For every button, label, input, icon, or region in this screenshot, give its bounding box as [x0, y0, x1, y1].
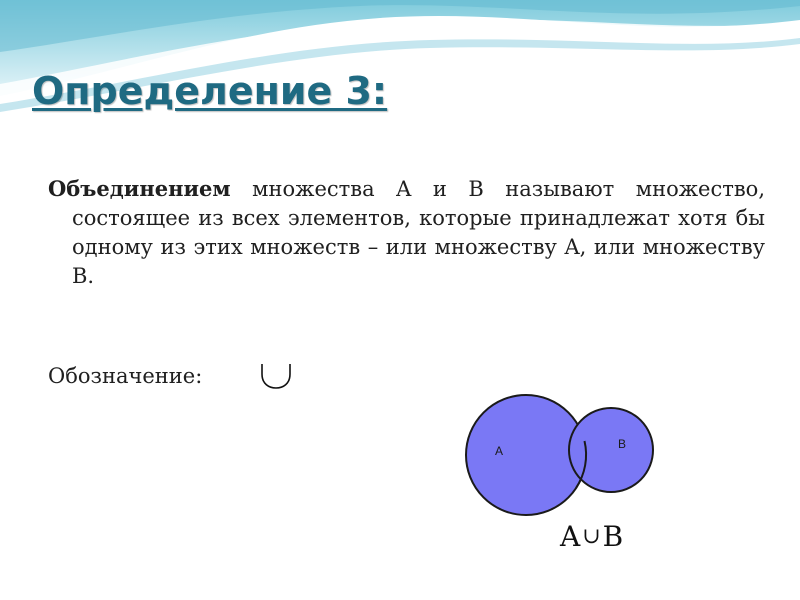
definition-body: множества A и B называют множество, состоящее из всех элементов, которые принадлежат хотя бы одному из этих множеств – или множеству A, или множеству B.	[72, 177, 765, 288]
set-b-label: B	[618, 437, 627, 451]
formula-left: A	[560, 520, 581, 553]
slide-title: Определение 3:	[32, 69, 388, 113]
notation-label: Обозначение:	[48, 364, 203, 388]
set-a-circle	[466, 395, 586, 515]
definition-term: Объединением	[48, 176, 231, 201]
formula-union-operator: ∪	[582, 524, 601, 549]
union-symbol-icon	[258, 362, 294, 390]
formula-right: B	[602, 520, 624, 553]
set-a-label: A	[495, 444, 504, 458]
definition-text	[48, 174, 765, 291]
union-formula	[560, 521, 623, 556]
venn-diagram	[460, 392, 660, 520]
